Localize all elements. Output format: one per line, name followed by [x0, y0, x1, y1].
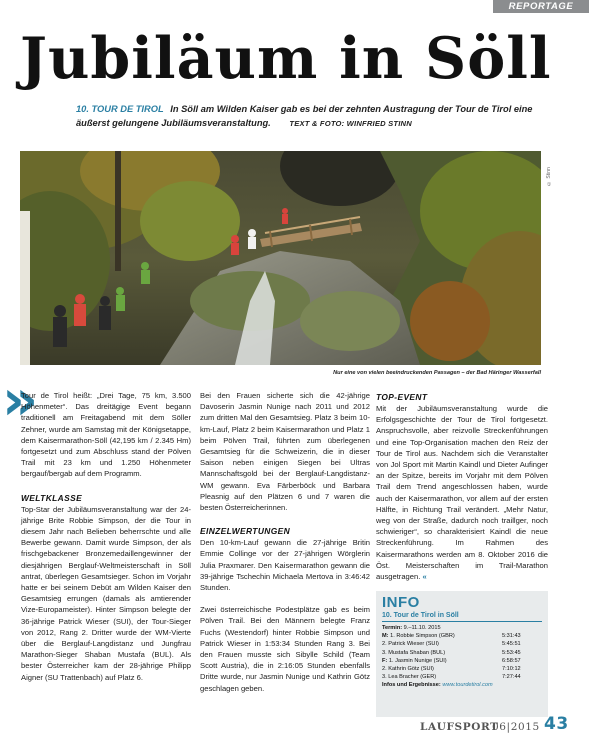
photo-caption: Nur eine von vielen beeindruckenden Passagen – der Bad Häringer Wasserfall	[333, 370, 541, 376]
section-heading: EINZELWERTUNGEN	[200, 526, 291, 537]
paragraph-text: Mit der Jubiläumsveranstaltung wurde die Erfolgsgeschichte der Tour de Tirol fortgesetzt. Anspruchsvolle, aber reizvolle Streckenführungen und eine Top-Organisation machen den Reiz der Tour de Tirol aus. Nachdem sich die Veranstalter von Jol Sport mit Martin Kaindl und Dieter Aufinger an der Spitze, bereits im Vorjahr mit dem Pölven Trail dem Trend angeschlossen haben, wurde auch der Kaisermarathon, vor allem auf der ersten Hälfte, in Richtung Trail verändert. „Mehr Natur, weg von der Straße, dadurch noch traillger, noch schwieriger“, so charakterisiert Kaindl die neue Streckenführung. Im Rahmen des Kaisermarathons werden am 8. Oktober 2016 die Öst. Meisterschaften im Trail-Marathon ausgetragen.	[376, 404, 548, 582]
page-footer	[420, 715, 570, 735]
column-1	[21, 390, 191, 683]
paragraph	[376, 403, 548, 582]
result-name: 3. Lea Bracher (GER)	[382, 674, 437, 681]
result-time: 7:27:44	[502, 674, 521, 681]
standfirst-text: In Söll am Wilden Kaiser gab es bei der zehnten Austragung der Tour de Tirol eine äußerst gelungene Jubiläumsveranstaltung.	[76, 104, 533, 128]
paragraph: Den 10-km-Lauf gewann die 27-jährige Britin Emmie Collinge vor der 27-jährigen Wörglerin Julia Praxmarer. Den Kaisermarathon gewann die 39-jährige Tschechin Michaela Mertova in 3:46:42 Stunden.	[200, 538, 370, 593]
paragraph: Top-Star der Jubiläumsveranstaltung war der 24-jährige Brite Robbie Simpson, der die Tour in diesem Jahr nach Belieben beherrschte und alle Bewerbe gewann. Damit wurde Simpson, der als frischgebackener Bronzemedaillengewinner der diesjährigen Berglauf-Weltmeisterschaft in Söll antrat, überlegen Gesamtsieger. Schon im Vorjahr hatte er bei seinem Debüt am Wilden Kaiser den Gesamtsieg errungen (damals als amtierender Vize-Europameister). Hinter Simpson belegte der 36-jährige Patrick Wieser (SUI), der Tour-Sieger von 2012, Rang 2. Dritter wurde der WM-Vierte über die Berglauf-Langdistanz und Jungfrau Marathon-Sieger Shaban Mustafa (BUL). Als bester Österreicher kam der 28-jährige Philipp Aigner (SU Trattenbach) auf Platz 6.	[21, 504, 191, 682]
results-link[interactable]: www.tourdetirol.com	[442, 682, 493, 689]
result-time: 5:45:51	[502, 641, 521, 648]
paragraph: Tour de Tirol heißt: „Drei Tage, 75 km, 3.500 Höhenmeter“. Das dreitägige Event begann traditionell am Freitagabend mit dem Söller Zehner, wurde am Samstag mit der Königsetappe, dem Kaisermarathon-Söll (42,195 km / 2.345 Hm) fortgesetzt und zum Abschluss stand der Pölven Trail mit 23 km und 1.250 Höhenmeter bergauf/bergab auf dem Programm.	[21, 391, 191, 479]
section-tag: REPORTAGE	[493, 0, 589, 13]
result-row	[382, 673, 542, 681]
author-credit: TEXT & FOTO: WINFRIED STINN	[289, 119, 412, 128]
result-time: 6:58:57	[502, 657, 521, 664]
standfirst-kicker: 10. TOUR DE TIROL	[76, 104, 164, 114]
section-heading: TOP-EVENT	[376, 392, 428, 402]
page-number: 43	[544, 714, 569, 734]
magazine-name: LAUFSPORT	[420, 721, 499, 733]
result-prefix: M:	[382, 633, 389, 640]
quote-mark-icon: »	[2, 368, 39, 433]
waterfall-photo	[20, 151, 541, 365]
page-title: Jubiläum in Söll	[20, 25, 552, 92]
dates-value: 9.–11.10. 2015	[403, 625, 441, 631]
result-prefix: F:	[382, 657, 388, 664]
result-row	[382, 640, 542, 648]
results-link-label: Infos und Ergebnisse:	[382, 682, 441, 689]
paragraph: Bei den Frauen sicherte sich die 42-jährige Davoserin Jasmin Nunige nach 2011 und 2012 zum dritten Mal den Gesamtsieg. Platz 3 beim 10-km-Lauf, Platz 2 beim Kaisermarathon und Platz 1 beim Pölven Trail, führten zum überlegenen Gesamtsieg für die Schweizerin, die in dieser Saison neben einigen Siegen bei Ultras Mannschaftsgold bei der Berglauf-Langdistanz-WM gewann. Eva Färberböck und Barbara Pleasnig auf den Plätzen 6 und 7 waren die besten Österreicherinnen.	[200, 391, 370, 513]
result-name: 1. Robbie Simpson (GBR)	[390, 633, 455, 640]
result-time: 5:53:45	[502, 649, 521, 656]
section-heading: WELTKLASSE	[21, 492, 83, 503]
info-subtitle: 10. Tour de Tirol in Söll	[382, 611, 542, 622]
paragraph: Zwei österreichische Podestplätze gab es beim Pölven Trail. Bei den Männern belegte Franz Fuchs (Westendorf) hinter Robbie Simpson und Patrick Wieser in 1:53:34 Stunden Rang 3. Bei den Frauen musste sich Sibylle Schild (Team Scott Austria), die in 2:16:05 Stunden ebenfalls Dritte wurde, nur Jasmin Nunige und Kathrin Götz geschlagen geben.	[200, 605, 370, 693]
dates-label: Termin:	[382, 625, 403, 631]
result-name: 1. Jasmin Nunige (SUI)	[388, 657, 447, 664]
end-mark: «	[422, 572, 427, 582]
column-3	[376, 390, 548, 582]
result-row	[382, 657, 542, 665]
result-time: 5:31:43	[502, 633, 521, 640]
column-2	[200, 390, 370, 694]
results-link-row	[382, 681, 542, 689]
result-row	[382, 632, 542, 640]
results-list	[382, 632, 542, 681]
issue-number: 06|2015	[492, 721, 540, 733]
info-box	[376, 591, 548, 717]
result-row	[382, 665, 542, 673]
photo-credit: © Stinn	[546, 167, 552, 186]
result-name: 2. Patrick Wieser (SUI)	[382, 641, 439, 648]
standfirst	[76, 102, 556, 131]
result-name: 2. Kathrin Götz (SUI)	[382, 666, 434, 673]
result-row	[382, 649, 542, 657]
result-time: 7:10:12	[502, 666, 521, 673]
info-title: INFO	[382, 594, 420, 611]
info-dates	[382, 624, 542, 632]
photo-illustration	[20, 151, 541, 365]
result-name: 3. Mustafa Shaban (BUL)	[382, 649, 446, 656]
